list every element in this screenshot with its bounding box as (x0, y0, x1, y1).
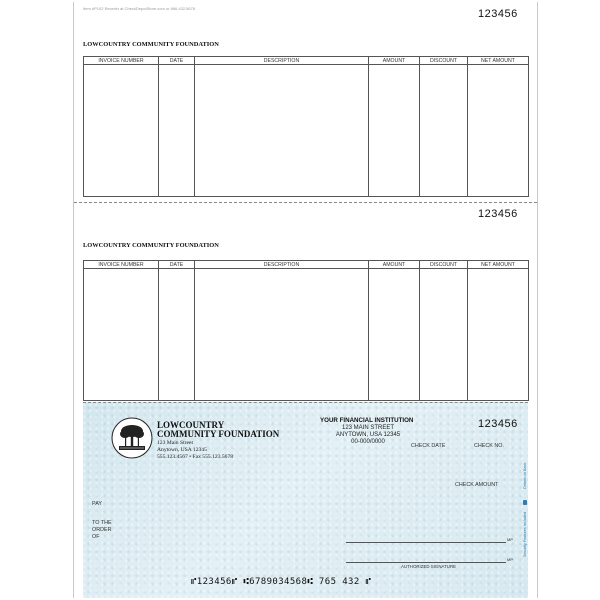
check-no-label: CHECK NO. (474, 443, 504, 449)
check-body (83, 402, 528, 598)
check-number: 123456 (478, 418, 518, 430)
bank-city: ANYTOWN, USA 12345 (335, 432, 401, 438)
col-description: DESCRIPTION (195, 57, 369, 65)
stub-middle-table (83, 260, 529, 401)
stub-middle-payee: LOWCOUNTRY COMMUNITY FOUNDATION (83, 242, 219, 249)
col-date: DATE (159, 57, 195, 65)
col-invoice-number: INVOICE NUMBER (84, 57, 159, 65)
table-row (84, 65, 529, 197)
org-phone: 555.123.4567 • Fax 555.123.5678 (157, 454, 234, 460)
org-city: Anytown, USA 12345 (157, 447, 207, 453)
org-name (157, 421, 279, 439)
col-amount: AMOUNT (369, 57, 420, 65)
order-label: ORDER (92, 527, 112, 533)
stub-top-payee: LOWCOUNTRY COMMUNITY FOUNDATION (83, 41, 219, 48)
check-amount-label: CHECK AMOUNT (455, 482, 499, 488)
authorized-signature-label: AUTHORIZED SIGNATURE (401, 564, 457, 569)
signature-line-1 (346, 542, 506, 543)
check-date-label: CHECK DATE (411, 443, 446, 449)
stub-top-check-number: 123456 (478, 8, 518, 20)
signature-line-2 (346, 562, 506, 563)
bank-name: YOUR FINANCIAL INSTITUTION (320, 417, 414, 424)
security-features-text: Security Features Included (523, 511, 527, 557)
bank-routing: 00-000/0000 (351, 439, 385, 445)
pay-label: PAY (92, 501, 102, 507)
details-on-back-text: Details on Back (523, 462, 527, 489)
stub-top-table (83, 56, 529, 197)
reorder-note: Item #P102 Reorder at CheckDepotStore.com or 866.432.5678 (83, 6, 196, 11)
stub-middle-check-number: 123456 (478, 208, 518, 220)
lock-icon (523, 500, 527, 505)
check-form-page (73, 2, 538, 598)
mp-mark-2: MP (507, 557, 513, 562)
org-address: 123 Main Street (157, 440, 194, 446)
perforation-line (74, 202, 537, 203)
col-discount: DISCOUNT (420, 57, 468, 65)
col-discount: DISCOUNT (420, 261, 468, 269)
foundation-tree-logo-icon (111, 417, 153, 459)
bank-address: 123 MAIN STREET (341, 425, 394, 431)
org-name-line2: COMMUNITY FOUNDATION (157, 429, 280, 439)
col-invoice-number: INVOICE NUMBER (84, 261, 159, 269)
org-name-line1: LOWCOUNTRY (157, 420, 225, 430)
col-amount: AMOUNT (369, 261, 420, 269)
of-label: OF (92, 534, 100, 540)
col-net-amount: NET AMOUNT (468, 57, 529, 65)
mp-mark-1: MP (507, 537, 513, 542)
micr-line: ⑈123456⑈ ⑆6789034568⑆ 765 432 ⑈ (191, 577, 372, 587)
col-date: DATE (159, 261, 195, 269)
col-net-amount: NET AMOUNT (468, 261, 529, 269)
table-row (84, 269, 529, 401)
to-the-label: TO THE (92, 520, 112, 526)
col-description: DESCRIPTION (195, 261, 369, 269)
